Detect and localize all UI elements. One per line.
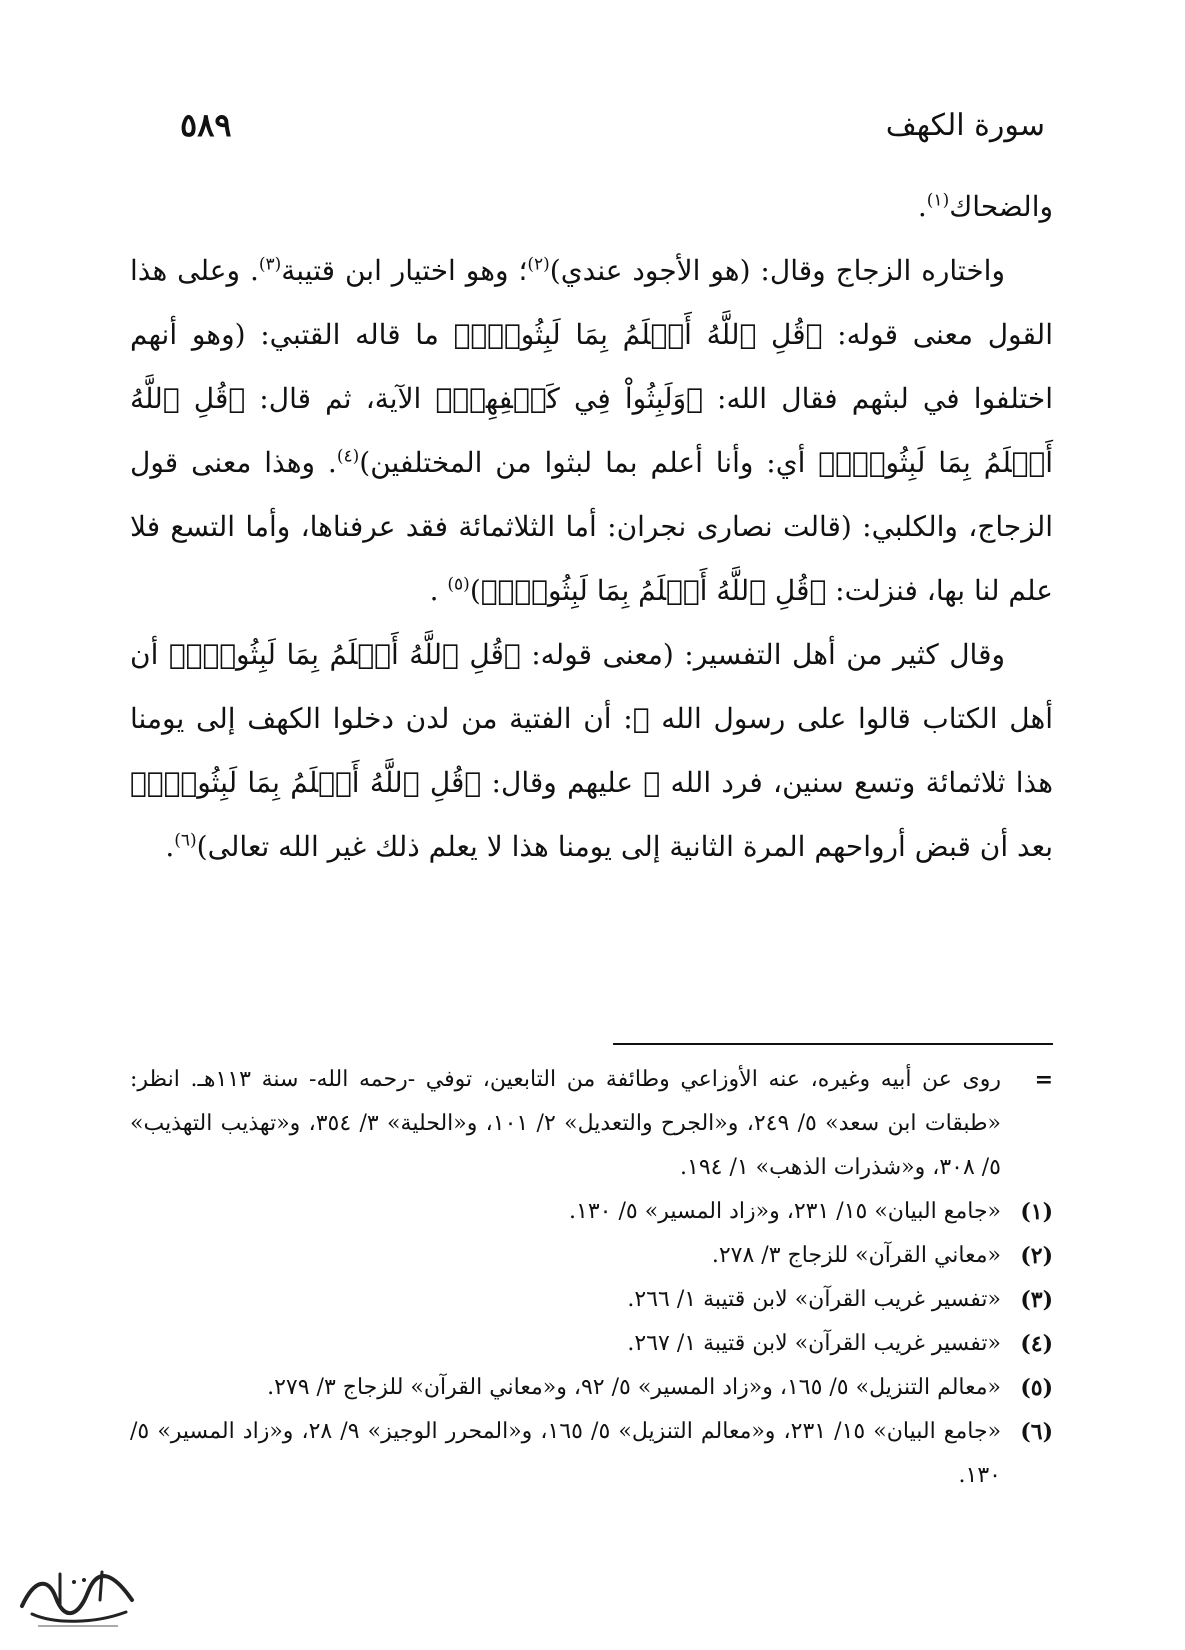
paragraph-2-text-b: ؛ وهو اختيار ابن قتيبة: [281, 254, 528, 287]
footnote-ref-2: (٢): [527, 254, 550, 275]
paragraph-3-end: .: [165, 830, 175, 863]
page-header: [180, 100, 1045, 150]
footnote-4: [130, 1322, 1053, 1366]
footnote-ref-6: (٦): [174, 830, 197, 851]
footnote-1: [130, 1190, 1053, 1234]
paragraph-1: [130, 175, 1053, 239]
footnote-6: [130, 1410, 1053, 1498]
footnote-continued: [130, 1058, 1053, 1190]
footnote-text: «تفسير غريب القرآن» لابن قتيبة ١/ ٢٦٦.: [627, 1287, 1001, 1312]
footnotes: [130, 1058, 1053, 1498]
footnote-mark: (٣): [1020, 1287, 1053, 1313]
paragraph-2-text-e: .: [429, 574, 448, 607]
paragraph-2-text-d: . وهذا معنى قول الزجاج، والكلبي: (قالت نصارى نجران: أما الثلاثمائة فقد عرفناها، وأما التسع فلا علم لنا بها، فنزلت: ﴿قُلِ ٱللَّهُ أَعۡلَمُ بِمَا لَبِثُواْۖ﴾): [130, 446, 1053, 607]
paragraph-1-end: .: [917, 190, 927, 223]
footnote-ref-5: (٥): [447, 574, 470, 595]
footnote-text: «معاني القرآن» للزجاج ٣/ ٢٧٨.: [711, 1243, 1001, 1268]
footnote-mark: (٤): [1020, 1331, 1053, 1357]
footnote-text: «معالم التنزيل» ٥/ ١٦٥، و«زاد المسير» ٥/ ٩٢، و«معاني القرآن» للزجاج ٣/ ٢٧٩.: [267, 1375, 1001, 1400]
footnote-text: «جامع البيان» ١٥/ ٢٣١، و«زاد المسير» ٥/ ١٣٠.: [569, 1199, 1001, 1224]
paragraph-3-text: وقال كثير من أهل التفسير: (معنى قوله: ﴿قُلِ ٱللَّهُ أَعۡلَمُ بِمَا لَبِثُواْۖ﴾ أن أهل الكتاب قالوا على رسول الله ﷺ: أن الفتية من لدن دخلوا الكهف إلى يومنا هذا ثلاثمائة وتسع سنين، فرد الله ﷻ عليهم وقال: ﴿قُلِ ٱللَّهُ أَعۡلَمُ بِمَا لَبِثُواْۖ﴾ بعد أن قبض أرواحهم المرة الثانية إلى يومنا هذا لا يعلم ذلك غير الله تعالى): [130, 638, 1053, 863]
paragraph-2-text-a: واختاره الزجاج وقال: (هو الأجود عندي): [549, 254, 1005, 287]
footnote-text: روى عن أبيه وغيره، عنه الأوزاعي وطائفة من التابعين، توفي -رحمه الله- سنة ١١٣هـ. انظر: «طبقات ابن سعد» ٥/ ٢٤٩، و«الجرح والتعديل» ٢/ ١٠١، و«الحلية» ٣/ ٣٥٤، و«تهذيب التهذيب» ٥/ ٣٠٨، و«شذرات الذهب» ١/ ١٩٤.: [130, 1067, 1002, 1180]
footnote-ref-3: (٣): [258, 254, 282, 275]
footnote-mark: (٥): [1020, 1375, 1053, 1401]
footnote-mark: =: [1034, 1067, 1053, 1093]
paragraph-2-text-c: . وعلى هذا القول معنى قوله: ﴿قُلِ ٱللَّهُ أَعۡلَمُ بِمَا لَبِثُواْۖ﴾ ما قاله القتبي: (وهو أنهم اختلفوا في لبثهم فقال الله: ﴿وَلَبِثُواْ فِي كَهۡفِهِمۡ﴾ الآية، ثم قال: ﴿قُلِ ٱللَّهُ أَعۡلَمُ بِمَا لَبِثُواْۖ﴾ أي: وأنا أعلم بما لبثوا من المختلفين): [130, 254, 1054, 479]
main-text: [130, 175, 1053, 879]
footnote-ref-4: (٤): [336, 446, 360, 467]
footnote-3: [130, 1278, 1053, 1322]
footnote-text: «جامع البيان» ١٥/ ٢٣١، و«معالم التنزيل» ٥/ ١٦٥، و«المحرر الوجيز» ٩/ ٢٨، و«زاد المسير» ٥/ ١٣٠.: [130, 1419, 1002, 1488]
footnote-5: [130, 1366, 1053, 1410]
paragraph-1-text: والضحاك: [949, 190, 1053, 223]
footnote-2: [130, 1234, 1053, 1278]
footnote-separator: [613, 1043, 1053, 1045]
calligraphy-stamp-logo: [14, 1566, 142, 1632]
surah-title: سورة الكهف: [885, 107, 1045, 143]
footnote-mark: (٦): [1020, 1419, 1053, 1445]
paragraph-3: [130, 623, 1053, 879]
footnote-mark: (٢): [1020, 1243, 1053, 1269]
footnote-text: «تفسير غريب القرآن» لابن قتيبة ١/ ٢٦٧.: [627, 1331, 1001, 1356]
footnote-mark: (١): [1020, 1199, 1053, 1225]
paragraph-2: [130, 239, 1053, 623]
footnote-ref-1: (١): [926, 190, 950, 211]
page-number: ٥٨٩: [180, 106, 232, 144]
